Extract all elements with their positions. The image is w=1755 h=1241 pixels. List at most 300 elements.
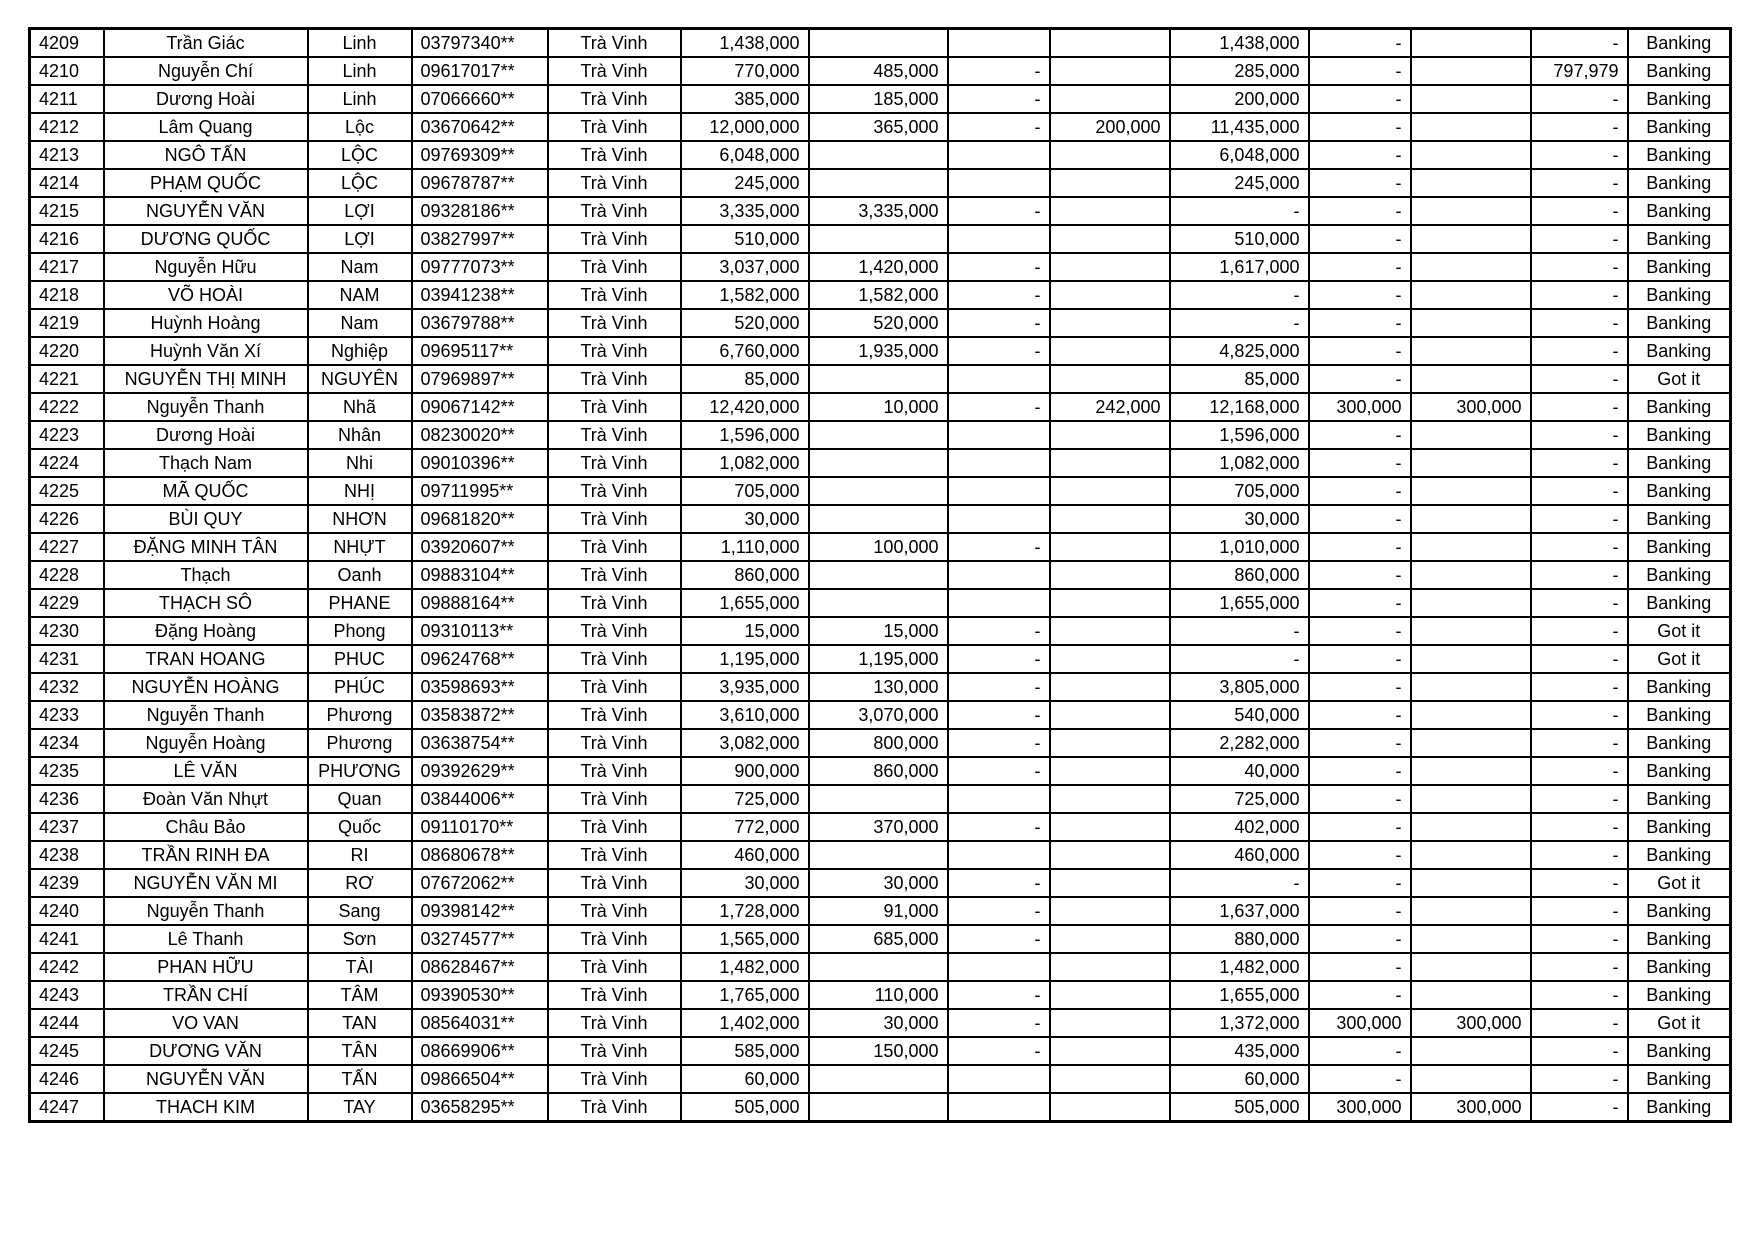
given-name-cell: Nam: [308, 309, 412, 337]
total-cell: 245,000: [681, 169, 809, 197]
amount-b-cell: -: [948, 281, 1050, 309]
given-name-cell: Nhi: [308, 449, 412, 477]
amount-f-cell: [1411, 337, 1531, 365]
payment-method-cell: Banking: [1628, 393, 1731, 421]
amount-d-cell: 3,805,000: [1170, 673, 1309, 701]
amount-f-cell: [1411, 1065, 1531, 1093]
amount-b-cell: -: [948, 337, 1050, 365]
payment-method-cell: Banking: [1628, 1065, 1731, 1093]
province-cell: Trà Vinh: [548, 29, 681, 58]
amount-a-cell: 800,000: [809, 729, 948, 757]
amount-g-cell: -: [1531, 561, 1628, 589]
amount-b-cell: -: [948, 57, 1050, 85]
surname-cell: NGUYỄN VĂN: [104, 197, 308, 225]
amount-e-cell: -: [1309, 953, 1411, 981]
total-cell: 725,000: [681, 785, 809, 813]
phone-cell: 03638754**: [412, 729, 548, 757]
amount-f-cell: [1411, 113, 1531, 141]
amount-e-cell: -: [1309, 533, 1411, 561]
amount-g-cell: -: [1531, 421, 1628, 449]
given-name-cell: Phương: [308, 701, 412, 729]
payment-method-cell: Banking: [1628, 253, 1731, 281]
amount-c-cell: [1050, 29, 1170, 58]
amount-a-cell: [809, 421, 948, 449]
table-row: [30, 169, 1731, 197]
total-cell: 1,402,000: [681, 1009, 809, 1037]
amount-b-cell: [948, 449, 1050, 477]
amount-c-cell: [1050, 169, 1170, 197]
total-cell: 770,000: [681, 57, 809, 85]
total-cell: 3,082,000: [681, 729, 809, 757]
province-cell: Trà Vinh: [548, 1037, 681, 1065]
province-cell: Trà Vinh: [548, 925, 681, 953]
total-cell: 1,728,000: [681, 897, 809, 925]
given-name-cell: Nhân: [308, 421, 412, 449]
surname-cell: Đoàn Văn Nhựt: [104, 785, 308, 813]
province-cell: Trà Vinh: [548, 1093, 681, 1122]
amount-a-cell: [809, 29, 948, 58]
surname-cell: Nguyễn Hữu: [104, 253, 308, 281]
payment-method-cell: Banking: [1628, 953, 1731, 981]
amount-a-cell: 185,000: [809, 85, 948, 113]
surname-cell: DƯƠNG QUỐC: [104, 225, 308, 253]
total-cell: 900,000: [681, 757, 809, 785]
amount-c-cell: [1050, 785, 1170, 813]
province-cell: Trà Vinh: [548, 897, 681, 925]
amount-g-cell: -: [1531, 365, 1628, 393]
amount-b-cell: -: [948, 1037, 1050, 1065]
table-body: [30, 29, 1731, 1122]
amount-a-cell: [809, 477, 948, 505]
total-cell: 520,000: [681, 309, 809, 337]
amount-g-cell: -: [1531, 197, 1628, 225]
table-row: [30, 589, 1731, 617]
amount-b-cell: -: [948, 645, 1050, 673]
province-cell: Trà Vinh: [548, 393, 681, 421]
amount-e-cell: -: [1309, 57, 1411, 85]
amount-d-cell: 285,000: [1170, 57, 1309, 85]
amount-f-cell: [1411, 253, 1531, 281]
amount-a-cell: 1,582,000: [809, 281, 948, 309]
table-row: [30, 225, 1731, 253]
phone-cell: 03844006**: [412, 785, 548, 813]
amount-b-cell: [948, 841, 1050, 869]
province-cell: Trà Vinh: [548, 589, 681, 617]
province-cell: Trà Vinh: [548, 869, 681, 897]
row-number: 4218: [30, 281, 104, 309]
amount-b-cell: [948, 141, 1050, 169]
amount-c-cell: [1050, 841, 1170, 869]
amount-f-cell: [1411, 953, 1531, 981]
amount-g-cell: -: [1531, 1037, 1628, 1065]
province-cell: Trà Vinh: [548, 729, 681, 757]
amount-e-cell: -: [1309, 869, 1411, 897]
row-number: 4228: [30, 561, 104, 589]
surname-cell: Nguyễn Chí: [104, 57, 308, 85]
amount-a-cell: 91,000: [809, 897, 948, 925]
amount-a-cell: 365,000: [809, 113, 948, 141]
amount-d-cell: 1,637,000: [1170, 897, 1309, 925]
amount-e-cell: -: [1309, 1065, 1411, 1093]
surname-cell: NGUYỄN VĂN MI: [104, 869, 308, 897]
amount-c-cell: [1050, 645, 1170, 673]
amount-d-cell: -: [1170, 281, 1309, 309]
amount-d-cell: 1,482,000: [1170, 953, 1309, 981]
amount-d-cell: -: [1170, 617, 1309, 645]
amount-f-cell: [1411, 673, 1531, 701]
amount-c-cell: [1050, 701, 1170, 729]
province-cell: Trà Vinh: [548, 757, 681, 785]
amount-b-cell: -: [948, 1009, 1050, 1037]
phone-cell: 03679788**: [412, 309, 548, 337]
province-cell: Trà Vinh: [548, 477, 681, 505]
province-cell: Trà Vinh: [548, 953, 681, 981]
amount-e-cell: -: [1309, 785, 1411, 813]
payment-method-cell: Banking: [1628, 421, 1731, 449]
table-row: [30, 1065, 1731, 1093]
amount-c-cell: [1050, 925, 1170, 953]
amount-b-cell: [948, 1093, 1050, 1122]
amount-f-cell: [1411, 281, 1531, 309]
amount-d-cell: 505,000: [1170, 1093, 1309, 1122]
table-row: [30, 813, 1731, 841]
given-name-cell: TÀI: [308, 953, 412, 981]
row-number: 4240: [30, 897, 104, 925]
given-name-cell: PHƯƠNG: [308, 757, 412, 785]
phone-cell: 08564031**: [412, 1009, 548, 1037]
surname-cell: Lê Thanh: [104, 925, 308, 953]
amount-g-cell: -: [1531, 309, 1628, 337]
table-row: [30, 617, 1731, 645]
total-cell: 510,000: [681, 225, 809, 253]
province-cell: Trà Vinh: [548, 365, 681, 393]
row-number: 4227: [30, 533, 104, 561]
amount-e-cell: -: [1309, 477, 1411, 505]
amount-a-cell: 130,000: [809, 673, 948, 701]
given-name-cell: TAY: [308, 1093, 412, 1122]
table-row: [30, 393, 1731, 421]
amount-c-cell: [1050, 449, 1170, 477]
table-row: [30, 309, 1731, 337]
amount-c-cell: [1050, 617, 1170, 645]
amount-d-cell: 30,000: [1170, 505, 1309, 533]
amount-e-cell: -: [1309, 281, 1411, 309]
amount-d-cell: 402,000: [1170, 813, 1309, 841]
given-name-cell: Quan: [308, 785, 412, 813]
payment-method-cell: Got it: [1628, 365, 1731, 393]
amount-e-cell: 300,000: [1309, 1093, 1411, 1122]
total-cell: 12,420,000: [681, 393, 809, 421]
payment-method-cell: Got it: [1628, 869, 1731, 897]
amount-c-cell: [1050, 869, 1170, 897]
province-cell: Trà Vinh: [548, 309, 681, 337]
amount-e-cell: -: [1309, 29, 1411, 58]
province-cell: Trà Vinh: [548, 421, 681, 449]
amount-d-cell: 245,000: [1170, 169, 1309, 197]
amount-d-cell: 880,000: [1170, 925, 1309, 953]
table-row: [30, 981, 1731, 1009]
amount-a-cell: [809, 505, 948, 533]
table-row: [30, 337, 1731, 365]
payment-method-cell: Got it: [1628, 1009, 1731, 1037]
surname-cell: Đặng Hoàng: [104, 617, 308, 645]
surname-cell: DƯƠNG VĂN: [104, 1037, 308, 1065]
surname-cell: THẠCH SÔ: [104, 589, 308, 617]
amount-c-cell: [1050, 561, 1170, 589]
amount-e-cell: -: [1309, 589, 1411, 617]
surname-cell: PHAN HỮU: [104, 953, 308, 981]
amount-g-cell: -: [1531, 393, 1628, 421]
amount-c-cell: [1050, 85, 1170, 113]
row-number: 4220: [30, 337, 104, 365]
table-row: [30, 953, 1731, 981]
amount-e-cell: -: [1309, 897, 1411, 925]
given-name-cell: Linh: [308, 29, 412, 58]
amount-b-cell: [948, 1065, 1050, 1093]
payment-method-cell: Banking: [1628, 841, 1731, 869]
amount-d-cell: -: [1170, 309, 1309, 337]
total-cell: 3,935,000: [681, 673, 809, 701]
surname-cell: NGUYỄN VĂN: [104, 1065, 308, 1093]
row-number: 4237: [30, 813, 104, 841]
amount-g-cell: -: [1531, 701, 1628, 729]
province-cell: Trà Vinh: [548, 785, 681, 813]
given-name-cell: LỢI: [308, 197, 412, 225]
surname-cell: Trần Giác: [104, 29, 308, 58]
phone-cell: 08628467**: [412, 953, 548, 981]
amount-d-cell: 540,000: [1170, 701, 1309, 729]
amount-f-cell: [1411, 785, 1531, 813]
amount-g-cell: -: [1531, 477, 1628, 505]
province-cell: Trà Vinh: [548, 841, 681, 869]
amount-e-cell: 300,000: [1309, 1009, 1411, 1037]
amount-c-cell: [1050, 757, 1170, 785]
amount-f-cell: [1411, 757, 1531, 785]
payment-method-cell: Banking: [1628, 589, 1731, 617]
amount-d-cell: 1,655,000: [1170, 981, 1309, 1009]
amount-b-cell: [948, 421, 1050, 449]
phone-cell: 09310113**: [412, 617, 548, 645]
amount-a-cell: [809, 225, 948, 253]
amount-f-cell: 300,000: [1411, 393, 1531, 421]
total-cell: 585,000: [681, 1037, 809, 1065]
amount-c-cell: [1050, 813, 1170, 841]
amount-f-cell: [1411, 813, 1531, 841]
amount-g-cell: -: [1531, 617, 1628, 645]
phone-cell: 03797340**: [412, 29, 548, 58]
phone-cell: 09067142**: [412, 393, 548, 421]
amount-a-cell: 100,000: [809, 533, 948, 561]
amount-f-cell: [1411, 533, 1531, 561]
row-number: 4245: [30, 1037, 104, 1065]
row-number: 4241: [30, 925, 104, 953]
row-number: 4233: [30, 701, 104, 729]
given-name-cell: PHUC: [308, 645, 412, 673]
table-row: [30, 645, 1731, 673]
amount-b-cell: -: [948, 393, 1050, 421]
amount-g-cell: -: [1531, 113, 1628, 141]
province-cell: Trà Vinh: [548, 505, 681, 533]
province-cell: Trà Vinh: [548, 337, 681, 365]
amount-b-cell: -: [948, 309, 1050, 337]
amount-d-cell: -: [1170, 645, 1309, 673]
province-cell: Trà Vinh: [548, 561, 681, 589]
amount-g-cell: 797,979: [1531, 57, 1628, 85]
table-row: [30, 449, 1731, 477]
table-row: [30, 505, 1731, 533]
amount-g-cell: -: [1531, 1009, 1628, 1037]
row-number: 4224: [30, 449, 104, 477]
table-row: [30, 897, 1731, 925]
total-cell: 3,037,000: [681, 253, 809, 281]
given-name-cell: LỢI: [308, 225, 412, 253]
payment-method-cell: Banking: [1628, 337, 1731, 365]
amount-f-cell: [1411, 29, 1531, 58]
total-cell: 3,610,000: [681, 701, 809, 729]
total-cell: 6,048,000: [681, 141, 809, 169]
amount-c-cell: [1050, 1065, 1170, 1093]
province-cell: Trà Vinh: [548, 197, 681, 225]
amount-f-cell: [1411, 645, 1531, 673]
table-row: [30, 701, 1731, 729]
given-name-cell: PHÚC: [308, 673, 412, 701]
surname-cell: ĐẶNG MINH TÂN: [104, 533, 308, 561]
phone-cell: 03583872**: [412, 701, 548, 729]
payment-method-cell: Banking: [1628, 197, 1731, 225]
province-cell: Trà Vinh: [548, 169, 681, 197]
total-cell: 385,000: [681, 85, 809, 113]
total-cell: 505,000: [681, 1093, 809, 1122]
amount-a-cell: 3,070,000: [809, 701, 948, 729]
phone-cell: 09695117**: [412, 337, 548, 365]
payment-method-cell: Banking: [1628, 141, 1731, 169]
surname-cell: Châu Bảo: [104, 813, 308, 841]
payment-method-cell: Banking: [1628, 309, 1731, 337]
amount-g-cell: -: [1531, 449, 1628, 477]
row-number: 4246: [30, 1065, 104, 1093]
amount-a-cell: [809, 169, 948, 197]
amount-g-cell: -: [1531, 337, 1628, 365]
province-cell: Trà Vinh: [548, 645, 681, 673]
amount-g-cell: -: [1531, 729, 1628, 757]
province-cell: Trà Vinh: [548, 533, 681, 561]
given-name-cell: Lộc: [308, 113, 412, 141]
amount-f-cell: [1411, 505, 1531, 533]
amount-c-cell: [1050, 673, 1170, 701]
amount-d-cell: 4,825,000: [1170, 337, 1309, 365]
amount-c-cell: [1050, 729, 1170, 757]
amount-e-cell: -: [1309, 1037, 1411, 1065]
amount-e-cell: -: [1309, 197, 1411, 225]
amount-g-cell: -: [1531, 813, 1628, 841]
amount-e-cell: -: [1309, 981, 1411, 1009]
phone-cell: 07066660**: [412, 85, 548, 113]
given-name-cell: Sang: [308, 897, 412, 925]
amount-e-cell: -: [1309, 141, 1411, 169]
phone-cell: 09110170**: [412, 813, 548, 841]
amount-g-cell: -: [1531, 953, 1628, 981]
amount-g-cell: -: [1531, 141, 1628, 169]
phone-cell: 09328186**: [412, 197, 548, 225]
surname-cell: LÊ VĂN: [104, 757, 308, 785]
amount-b-cell: -: [948, 981, 1050, 1009]
surname-cell: NGÔ TẤN: [104, 141, 308, 169]
surname-cell: Thạch Nam: [104, 449, 308, 477]
amount-f-cell: [1411, 421, 1531, 449]
amount-g-cell: -: [1531, 281, 1628, 309]
surname-cell: Huỳnh Hoàng: [104, 309, 308, 337]
given-name-cell: TÂM: [308, 981, 412, 1009]
payment-method-cell: Banking: [1628, 1037, 1731, 1065]
payment-method-cell: Banking: [1628, 169, 1731, 197]
amount-a-cell: 10,000: [809, 393, 948, 421]
amount-g-cell: -: [1531, 253, 1628, 281]
amount-g-cell: -: [1531, 29, 1628, 58]
amount-g-cell: -: [1531, 533, 1628, 561]
amount-a-cell: [809, 365, 948, 393]
amount-c-cell: 200,000: [1050, 113, 1170, 141]
amount-a-cell: 1,195,000: [809, 645, 948, 673]
amount-e-cell: -: [1309, 253, 1411, 281]
given-name-cell: Quốc: [308, 813, 412, 841]
amount-b-cell: [948, 365, 1050, 393]
amount-d-cell: 860,000: [1170, 561, 1309, 589]
row-number: 4212: [30, 113, 104, 141]
amount-e-cell: -: [1309, 85, 1411, 113]
amount-d-cell: 6,048,000: [1170, 141, 1309, 169]
table-row: [30, 141, 1731, 169]
surname-cell: PHẠM QUỐC: [104, 169, 308, 197]
row-number: 4229: [30, 589, 104, 617]
province-cell: Trà Vinh: [548, 981, 681, 1009]
payment-method-cell: Banking: [1628, 225, 1731, 253]
row-number: 4214: [30, 169, 104, 197]
total-cell: 1,482,000: [681, 953, 809, 981]
row-number: 4247: [30, 1093, 104, 1122]
amount-g-cell: -: [1531, 1093, 1628, 1122]
table-row: [30, 925, 1731, 953]
amount-g-cell: -: [1531, 981, 1628, 1009]
amount-e-cell: -: [1309, 645, 1411, 673]
amount-c-cell: [1050, 141, 1170, 169]
payment-method-cell: Banking: [1628, 505, 1731, 533]
amount-e-cell: -: [1309, 617, 1411, 645]
phone-cell: 09777073**: [412, 253, 548, 281]
amount-f-cell: [1411, 141, 1531, 169]
amount-b-cell: [948, 225, 1050, 253]
table-row: [30, 729, 1731, 757]
amount-g-cell: -: [1531, 645, 1628, 673]
table-row: [30, 29, 1731, 58]
given-name-cell: Nhã: [308, 393, 412, 421]
surname-cell: Thạch: [104, 561, 308, 589]
amount-c-cell: [1050, 1037, 1170, 1065]
given-name-cell: RI: [308, 841, 412, 869]
amount-b-cell: [948, 785, 1050, 813]
row-number: 4217: [30, 253, 104, 281]
total-cell: 3,335,000: [681, 197, 809, 225]
table-row: [30, 1037, 1731, 1065]
total-cell: 460,000: [681, 841, 809, 869]
amount-d-cell: 1,438,000: [1170, 29, 1309, 58]
total-cell: 1,582,000: [681, 281, 809, 309]
amount-c-cell: [1050, 225, 1170, 253]
given-name-cell: Oanh: [308, 561, 412, 589]
province-cell: Trà Vinh: [548, 225, 681, 253]
total-cell: 30,000: [681, 505, 809, 533]
amount-b-cell: [948, 953, 1050, 981]
table-row: [30, 113, 1731, 141]
